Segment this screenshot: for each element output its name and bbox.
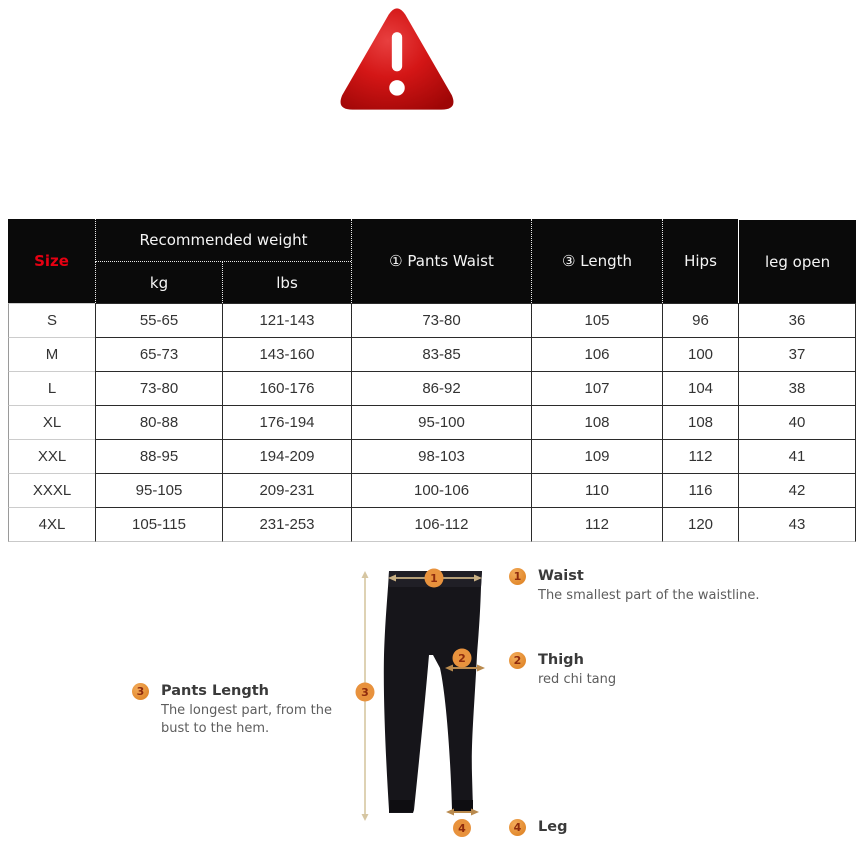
cell-length: 112	[531, 507, 662, 542]
thigh-number-badge: 2	[509, 652, 526, 669]
col-header-pants-waist: ① Pants Waist	[351, 219, 531, 303]
cell-size: S	[8, 303, 95, 337]
cell-waist: 95-100	[351, 405, 531, 439]
leg-title: Leg	[538, 819, 568, 835]
pants-figure-svg	[340, 553, 535, 858]
cell-leg-open: 43	[738, 507, 856, 542]
cell-leg-open: 36	[738, 303, 856, 337]
cell-lbs: 121-143	[222, 303, 351, 337]
cell-hips: 108	[662, 405, 738, 439]
figure-marker-leg	[453, 819, 471, 837]
col-header-kg: kg	[95, 262, 222, 303]
annotation-leg	[509, 819, 567, 836]
cell-waist: 83-85	[351, 337, 531, 371]
col-header-length: ③ Length	[531, 219, 662, 303]
cell-length: 107	[531, 371, 662, 405]
cell-size: XXXL	[8, 473, 95, 507]
cell-leg-open: 41	[738, 439, 856, 473]
pants-length-number-badge: 3	[132, 683, 149, 700]
warning-triangle-svg	[335, 3, 459, 117]
cell-lbs: 143-160	[222, 337, 351, 371]
col-header-hips: Hips	[662, 219, 738, 303]
cell-leg-open: 37	[738, 337, 856, 371]
col-header-lbs: lbs	[222, 262, 351, 303]
cell-lbs: 160-176	[222, 371, 351, 405]
cell-kg: 80-88	[95, 405, 222, 439]
cell-waist: 98-103	[351, 439, 531, 473]
cell-hips: 112	[662, 439, 738, 473]
cell-kg: 95-105	[95, 473, 222, 507]
col-header-leg-open: leg open	[738, 219, 856, 303]
waist-title: Waist	[538, 568, 584, 584]
thigh-title: Thigh	[538, 652, 584, 668]
svg-text:2: 2	[458, 652, 466, 665]
cell-kg: 55-65	[95, 303, 222, 337]
col-header-recommended-weight: Recommended weight	[95, 219, 351, 262]
cell-size: XL	[8, 405, 95, 439]
cell-length: 109	[531, 439, 662, 473]
cell-kg: 65-73	[95, 337, 222, 371]
cell-waist: 100-106	[351, 473, 531, 507]
svg-text:4: 4	[458, 822, 466, 835]
cell-lbs: 194-209	[222, 439, 351, 473]
cell-waist: 106-112	[351, 507, 531, 542]
cell-size: L	[8, 371, 95, 405]
cell-length: 106	[531, 337, 662, 371]
cell-hips: 120	[662, 507, 738, 542]
svg-text:3: 3	[361, 686, 369, 699]
cell-lbs: 176-194	[222, 405, 351, 439]
waist-description: The smallest part of the waistline.	[538, 588, 760, 603]
cell-kg: 88-95	[95, 439, 222, 473]
cell-hips: 104	[662, 371, 738, 405]
cell-leg-open: 42	[738, 473, 856, 507]
pants-length-title: Pants Length	[161, 683, 269, 699]
cell-kg: 73-80	[95, 371, 222, 405]
annotation-waist	[509, 568, 760, 605]
table-row	[8, 371, 856, 405]
pants-length-description: The longest part, from the bust to the hem.	[161, 703, 333, 736]
cell-lbs: 231-253	[222, 507, 351, 542]
cell-waist: 86-92	[351, 371, 531, 405]
waist-number-badge: 1	[509, 568, 526, 585]
cell-length: 108	[531, 405, 662, 439]
cell-lbs: 209-231	[222, 473, 351, 507]
size-table-body	[8, 303, 856, 542]
table-row	[8, 337, 856, 371]
figure-marker-thigh	[453, 649, 472, 668]
cell-leg-open: 40	[738, 405, 856, 439]
cell-kg: 105-115	[95, 507, 222, 542]
annotation-thigh	[509, 652, 616, 689]
warning-triangle-icon	[335, 3, 459, 117]
table-row	[8, 507, 856, 542]
annotation-pants-length	[132, 683, 361, 738]
table-row	[8, 473, 856, 507]
figure-marker-waist	[425, 569, 444, 588]
cell-leg-open: 38	[738, 371, 856, 405]
leg-number-badge: 4	[509, 819, 526, 836]
cell-hips: 96	[662, 303, 738, 337]
col-header-size: Size	[8, 219, 95, 303]
cell-hips: 100	[662, 337, 738, 371]
cell-length: 110	[531, 473, 662, 507]
size-table-header	[8, 219, 856, 303]
pants-silhouette	[384, 571, 482, 813]
cell-length: 105	[531, 303, 662, 337]
cell-waist: 73-80	[351, 303, 531, 337]
size-table	[8, 219, 856, 542]
cell-size: XXL	[8, 439, 95, 473]
cell-hips: 116	[662, 473, 738, 507]
cell-size: M	[8, 337, 95, 371]
thigh-description: red chi tang	[538, 672, 617, 687]
svg-text:1: 1	[430, 572, 438, 585]
table-row	[8, 405, 856, 439]
table-row	[8, 439, 856, 473]
cell-size: 4XL	[8, 507, 95, 542]
pants-measurement-figure	[340, 553, 535, 858]
table-row	[8, 303, 856, 337]
